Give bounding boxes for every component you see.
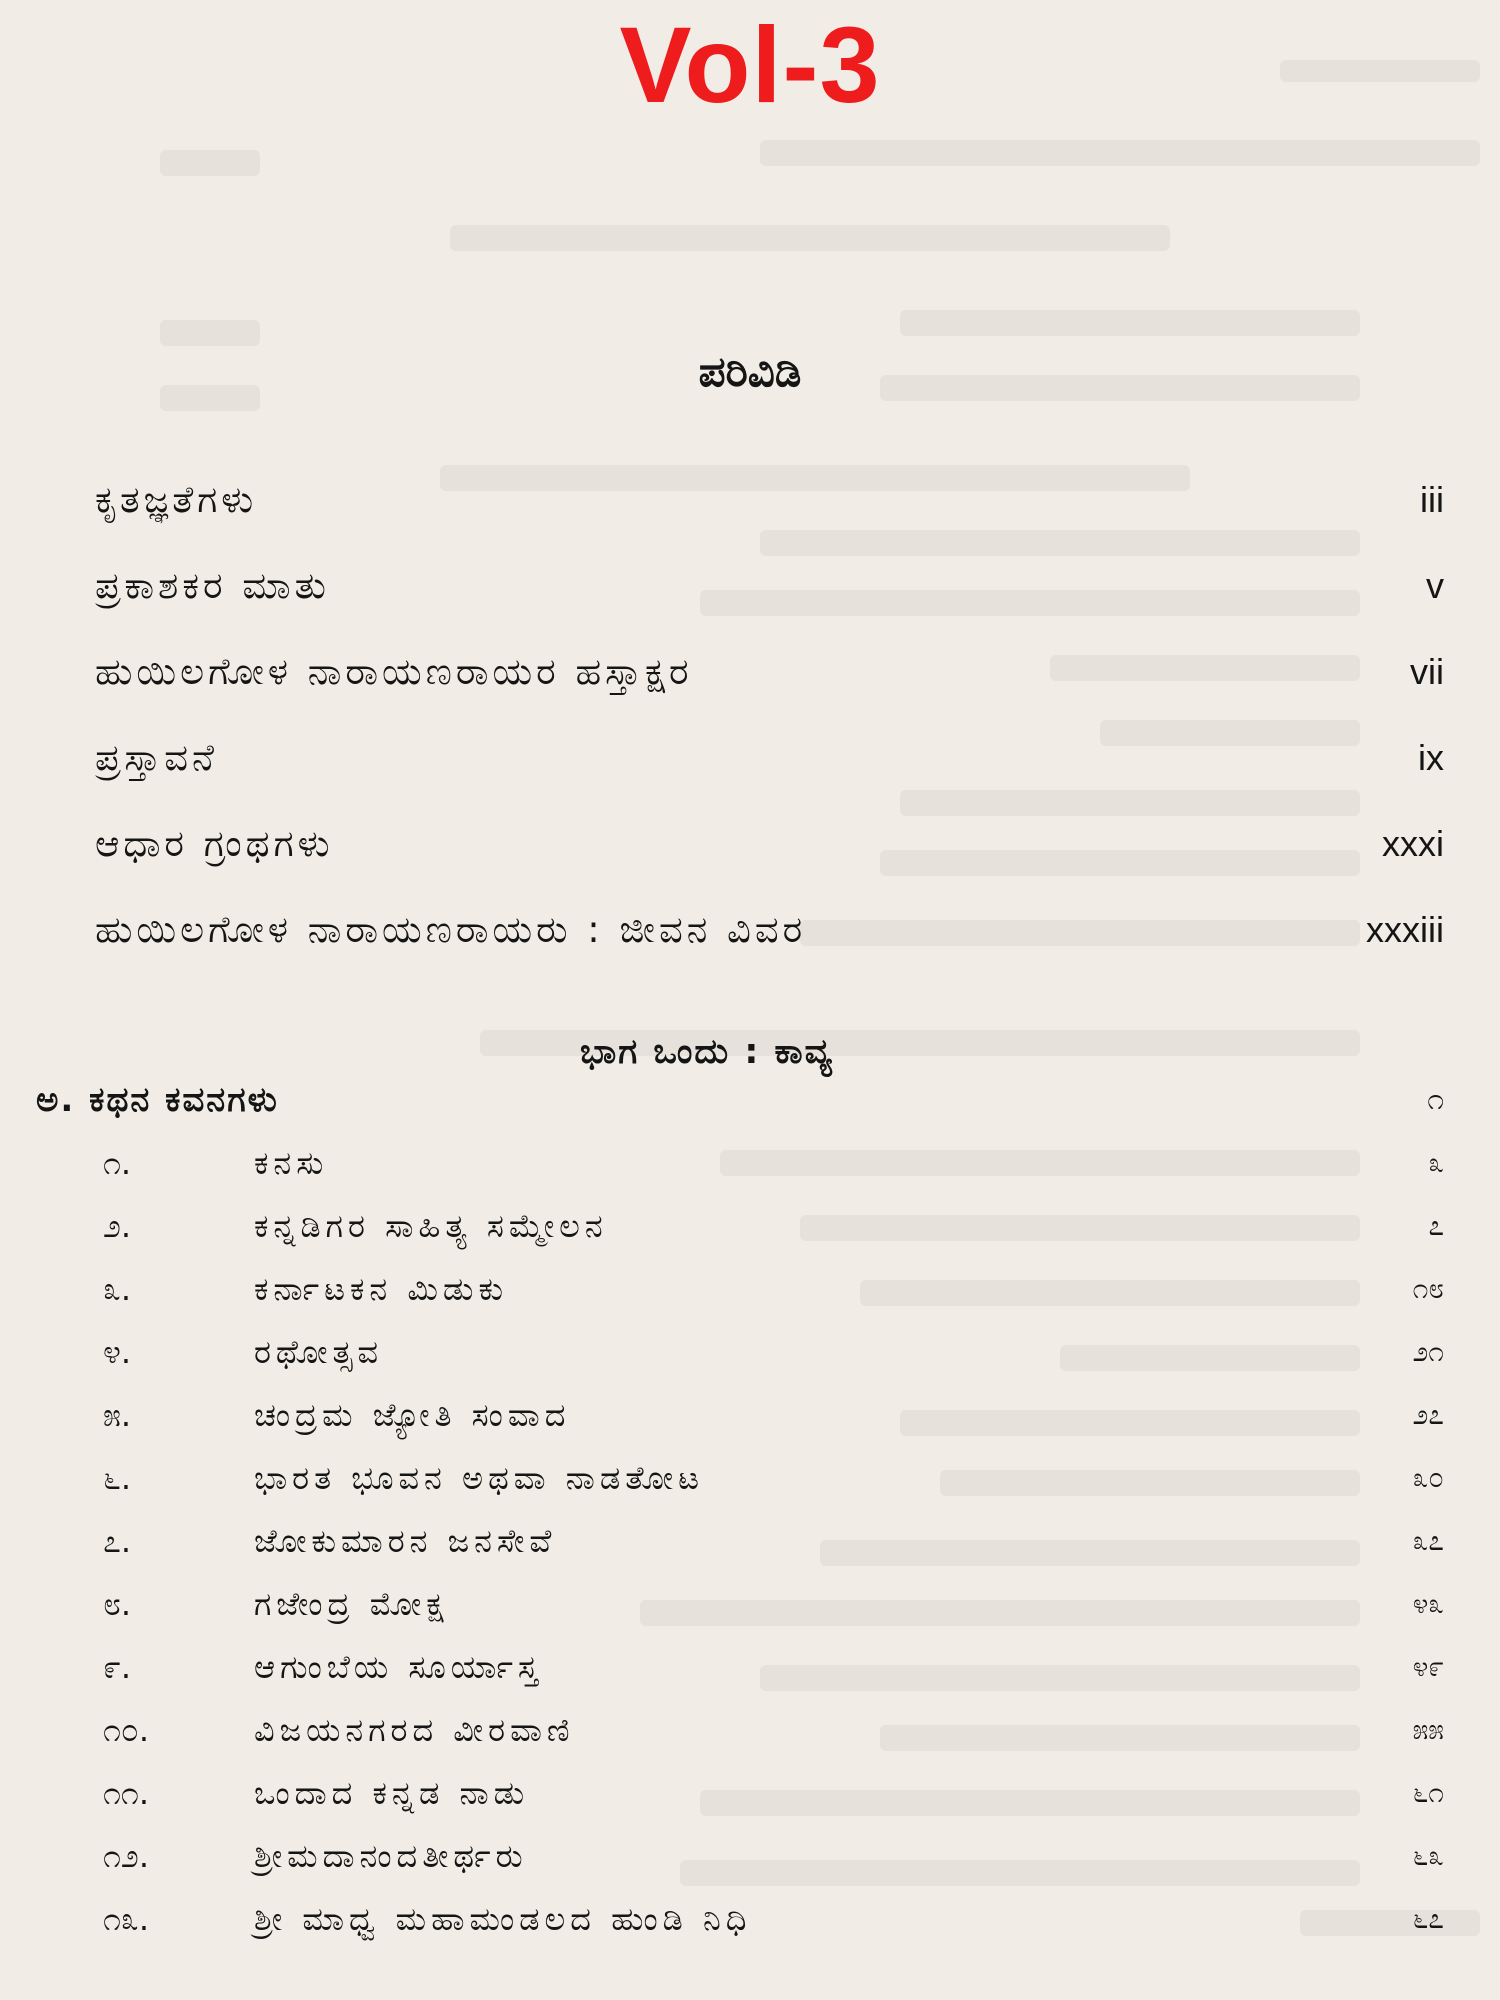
toc-entry-page: vii [1410,651,1444,692]
list-item [0,1511,1500,1571]
section-heading [0,1070,1500,1130]
item-title: ಆಗುಂಬೆಯ ಸೂರ್ಯಾಸ್ತ [254,1648,543,1686]
item-page: ೬೧ [1412,1776,1444,1809]
item-title: ಕರ್ನಾಟಕನ ಮಿಡುಕು [254,1270,509,1308]
toc-entry-page: xxxi [1382,823,1444,864]
item-page: ೬೩ [1412,1839,1444,1872]
toc-entry [0,728,1500,788]
list-item [0,1322,1500,1382]
toc-entry [0,642,1500,702]
item-number: ೯. [103,1648,132,1686]
list-item [0,1385,1500,1445]
item-number: ೩. [103,1270,132,1308]
item-number: ೪. [103,1333,132,1371]
section-page: ೧ [1427,1082,1444,1117]
item-title: ಗಜೇಂದ್ರ ಮೋಕ್ಷ [254,1585,449,1623]
item-number: ೧೧. [103,1774,150,1812]
list-item [0,1763,1500,1823]
item-page: ೪೯ [1412,1650,1444,1683]
list-item [0,1637,1500,1697]
item-number: ೧೩. [103,1900,150,1938]
list-item [0,1574,1500,1634]
toc-entry-page: xxxiii [1366,909,1444,950]
item-title: ಕನಸು [254,1144,329,1182]
item-page: ೪೩ [1412,1587,1444,1620]
section-title: ಅ. ಕಥನ ಕವನಗಳು [36,1080,279,1120]
toc-entry-title: ಹುಯಿಲಗೋಳ ನಾರಾಯಣರಾಯರು : ಜೀವನ ವಿವರ [95,908,807,951]
item-page: ೨೧ [1412,1335,1444,1368]
item-title: ಒಂದಾದ ಕನ್ನಡ ನಾಡು [254,1774,530,1812]
item-page: ೧೮ [1412,1272,1444,1305]
toc-entry-title: ಹುಯಿಲಗೋಳ ನಾರಾಯಣರಾಯರ ಹಸ್ತಾಕ್ಷರ [95,650,693,693]
list-item [0,1826,1500,1886]
toc-entry-title: ಆಧಾರ ಗ್ರಂಥಗಳು [95,822,334,865]
item-title: ವಿಜಯನಗರದ ವೀರವಾಣಿ [254,1711,575,1749]
volume-label: Vol-3 [619,4,881,125]
item-title: ಶ್ರೀಮದಾನಂದತೀರ್ಥರು [254,1837,528,1875]
item-page: ೫೫ [1412,1713,1444,1746]
list-item [0,1133,1500,1193]
toc-entry [0,814,1500,874]
list-item [0,1889,1500,1949]
item-page: ೭ [1428,1209,1444,1242]
item-page: ೩ [1428,1146,1444,1179]
list-item [0,1259,1500,1319]
item-number: ೮. [103,1585,132,1623]
toc-entry-title: ಪ್ರಸ್ತಾವನೆ [95,736,219,779]
toc-entry-page: iii [1420,479,1444,520]
item-page: ೩೦ [1412,1461,1444,1494]
toc-entry [0,556,1500,616]
toc-entry-page: v [1426,565,1444,606]
item-title: ಭಾರತ ಭೂವನ ಅಥವಾ ನಾಡತೋಟ [254,1459,705,1497]
item-number: ೧೦. [103,1711,150,1749]
item-number: ೧. [103,1144,132,1182]
toc-entry [0,900,1500,960]
item-number: ೨. [103,1207,132,1245]
item-number: ೫. [103,1396,132,1434]
toc-entry-title: ಕೃತಜ್ಞತೆಗಳು [95,478,258,521]
item-title: ಚಂದ್ರಮ ಜ್ಯೋತಿ ಸಂವಾದ [254,1396,571,1434]
item-title: ರಥೋತ್ಸವ [254,1333,384,1371]
item-number: ೬. [103,1459,132,1497]
item-number: ೧೨. [103,1837,150,1875]
item-page: ೬೭ [1412,1902,1444,1935]
item-number: ೭. [103,1522,132,1560]
item-title: ಕನ್ನಡಿಗರ ಸಾಹಿತ್ಯ ಸಮ್ಮೇಲನ [254,1207,608,1245]
toc-entry-page: ix [1418,737,1444,778]
list-item [0,1700,1500,1760]
list-item [0,1448,1500,1508]
item-page: ೩೭ [1412,1524,1444,1557]
list-item [0,1196,1500,1256]
item-title: ಜೋಕುಮಾರನ ಜನಸೇವೆ [254,1522,557,1560]
toc-entry [0,470,1500,530]
toc-entry-title: ಪ್ರಕಾಶಕರ ಮಾತು [95,564,330,607]
contents-heading: ಪರಿವಿಡಿ [698,347,802,396]
part-heading: ಭಾಗ ಒಂದು : ಕಾವ್ಯ [580,1032,834,1072]
item-page: ೨೭ [1412,1398,1444,1431]
item-title: ಶ್ರೀ ಮಾಧ್ವ ಮಹಾಮಂಡಲದ ಹುಂಡಿ ನಿಧಿ [254,1900,752,1938]
